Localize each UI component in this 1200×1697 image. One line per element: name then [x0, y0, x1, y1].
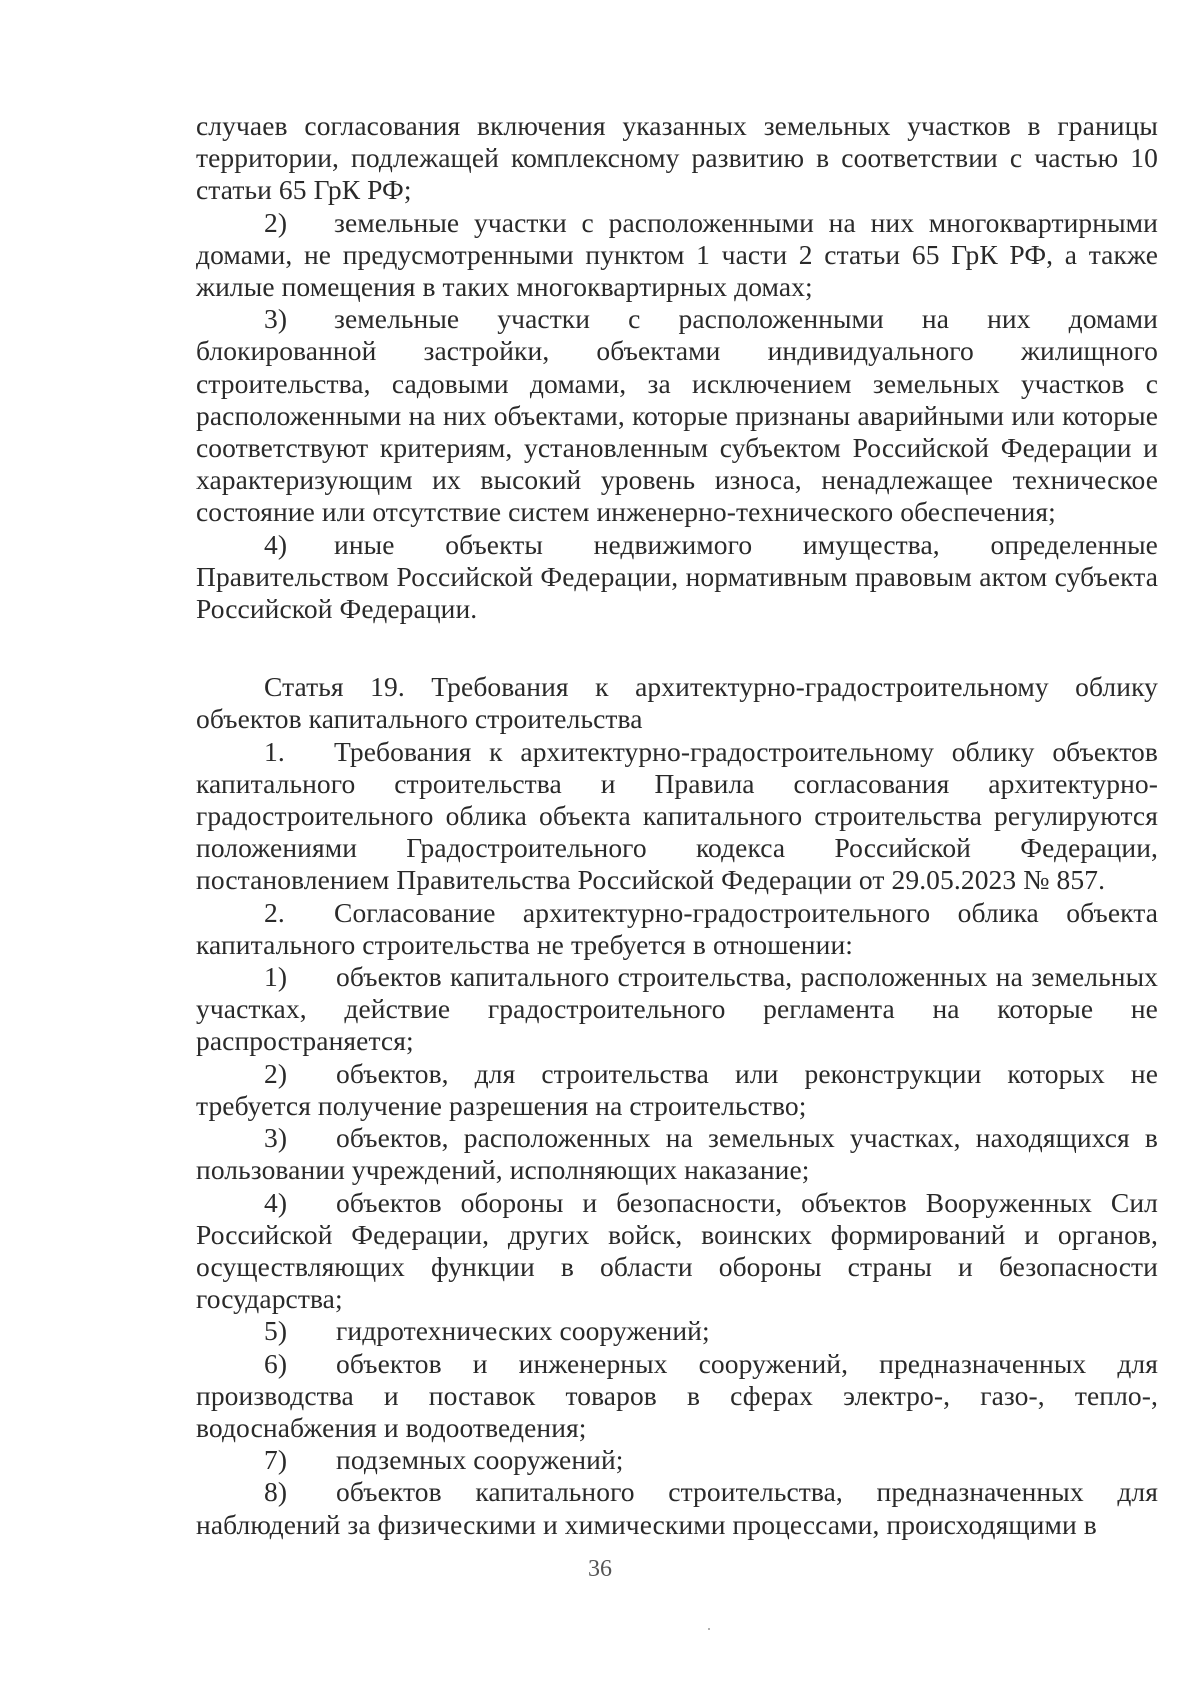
list-item-number: 8): [264, 1476, 288, 1508]
intro-paragraph: случаев согласования включения указанных земельных участков в границы территории, подлежащей комплексному развитию в соответствии с частью 10 статьи 65 ГрК РФ;: [196, 110, 1158, 206]
list-item-text: гидротехнических сооружений;: [336, 1315, 710, 1347]
article-point: [196, 897, 1158, 961]
scan-speck: [708, 1628, 710, 1630]
point-number: 2.: [264, 896, 285, 928]
list-item: [196, 1058, 1158, 1122]
list-item-text: объектов капитального строительства, расположенных на земельных участках, действие градостроительного регламента на которые не распространяется;: [196, 961, 1158, 1057]
list-item: [196, 961, 1158, 1058]
list-item: [196, 303, 1158, 528]
list-item-number: 3): [264, 303, 288, 335]
article-heading: Статья 19. Требования к архитектурно-градостроительному облику объектов капитального строительства: [196, 671, 1158, 735]
list-item: [196, 1122, 1158, 1186]
list-item: [196, 1187, 1158, 1316]
document-body: [196, 110, 1158, 1541]
list-item-number: 6): [264, 1347, 288, 1379]
list-item-number: 5): [264, 1315, 288, 1347]
section-spacer: [196, 625, 1158, 671]
list-item-text: объектов, для строительства или реконструкции которых не требуется получение разрешения на строительство;: [196, 1057, 1158, 1121]
point-number: 1.: [264, 735, 285, 767]
list-item-number: 4): [264, 528, 288, 560]
list-item: [196, 1348, 1158, 1445]
list-item-text: иные объекты недвижимого имущества, определенные Правительством Российской Федерации, нормативным правовым актом субъекта Российской Федерации.: [196, 528, 1158, 625]
list-item-number: 4): [264, 1186, 288, 1218]
list-item-text: объектов, расположенных на земельных участках, находящихся в пользовании учреждений, исполняющих наказание;: [196, 1122, 1158, 1186]
list-item: [196, 1315, 1158, 1347]
page-number: 36: [588, 1556, 612, 1582]
list-item: [196, 1476, 1158, 1540]
list-item-text: подземных сооружений;: [336, 1444, 624, 1476]
point-text: Согласование архитектурно-градостроительного облика объекта капитального строительства не требуется в отношении:: [196, 896, 1158, 960]
list-item-number: 2): [264, 206, 288, 238]
list-item-number: 2): [264, 1057, 288, 1089]
list-item-number: 1): [264, 961, 288, 993]
list-item-text: земельные участки с расположенными на них домами блокированной застройки, объектами индивидуального жилищного строительства, садовыми домами, за исключением земельных участков с расположенными на них объектами, которые признаны аварийными или которые соответствуют критериям, установленным субъектом Российской Федерации и характеризующим их высокий уровень износа, ненадлежащее техническое состояние или отсутствие систем инженерно-технического обеспечения;: [196, 303, 1158, 528]
point-text: Требования к архитектурно-градостроительному облику объектов капитального строительства и Правила согласования архитектурно-градостроительного облика объекта капитального строительства регулируются положениями Градостроительного кодекса Российской Федерации, постановлением Правительства Российской Федерации от 29.05.2023 № 857.: [196, 735, 1158, 896]
list-item-number: 7): [264, 1444, 288, 1476]
list-item: [196, 1444, 1158, 1476]
list-item: [196, 207, 1158, 304]
list-item: [196, 529, 1158, 626]
list-item-text: объектов капитального строительства, предназначенных для наблюдений за физическими и химическими процессами, происходящими в: [196, 1476, 1158, 1540]
list-item-text: земельные участки с расположенными на них многоквартирными домами, не предусмотренными пунктом 1 части 2 статьи 65 ГрК РФ, а также жилые помещения в таких многоквартирных домах;: [196, 206, 1158, 303]
list-item-text: объектов и инженерных сооружений, предназначенных для производства и поставок товаров в сферах электро-, газо-, тепло-, водоснабжения и водоотведения;: [196, 1347, 1158, 1443]
list-item-text: объектов обороны и безопасности, объектов Вооруженных Сил Российской Федерации, других войск, воинских формирований и органов, осуществляющих функции в области обороны страны и безопасности государства;: [196, 1186, 1158, 1315]
list-item-number: 3): [264, 1122, 288, 1154]
article-point: [196, 736, 1158, 897]
